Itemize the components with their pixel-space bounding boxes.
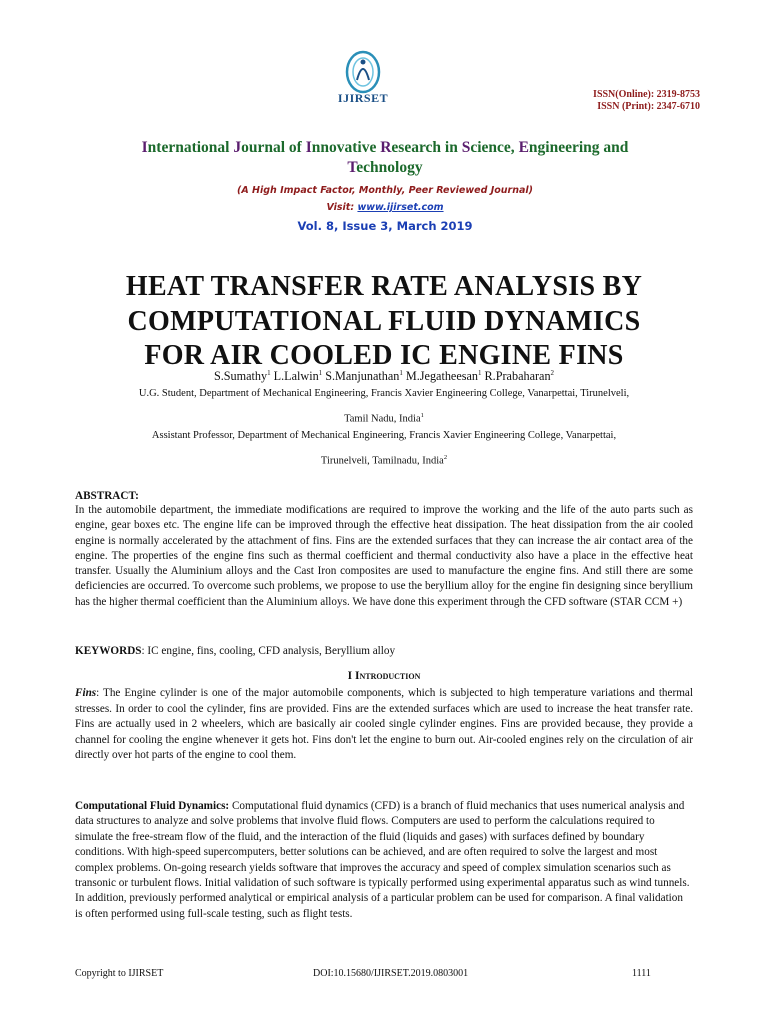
footer-copyright: Copyright to IJIRSET (75, 968, 164, 979)
journal-title-word: nternational (147, 139, 234, 156)
keywords (75, 645, 693, 657)
issn-online: ISSN(Online): 2319-8753 (593, 89, 700, 100)
journal-title-initial: T (347, 159, 357, 176)
visit-label: Visit: (326, 202, 358, 213)
journal-title-word: echnology (356, 159, 423, 176)
footer-page-number: 1111 (632, 968, 651, 979)
keywords-text: : IC engine, fins, cooling, CFD analysis, Beryllium alloy (141, 645, 396, 657)
affiliation-2-line-2: Tirunelveli, Tamilnadu, India$^2$ (320, 454, 448, 467)
journal-title-initial: I (305, 139, 312, 156)
fins-paragraph (75, 686, 693, 764)
cfd-text: Computational fluid dynamics (CFD) is a branch of fluid mechanics that uses numerical analysis and data structures to analyze and solve problems that involve fluid flows. Computers are used to perform the calculations required to simulate the free-stream flow of the fluid, and the interaction of the fluid (liquids and gases) with surfaces defined by boundary conditions. With high-speed supercomputers, better solutions can be achieved, and are often required to solve the largest and most complex problems. On-going research yields software that improves the accuracy and speed of complex simulation scenarios such as transonic or turbulent flows. Initial validation of such software is typically performed using experimental apparatus such as wind tunnels. In addition, previously performed analytical or empirical analysis of a particular problem can be used for comparison. A final validation is often performed using full-scale testing, such as flight tests. (75, 800, 690, 920)
author-name: S.Sumathy$^1$ (213, 369, 271, 384)
author-name: L.Lalwin$^1$ (273, 369, 323, 384)
journal-logo-text: IJIRSET (337, 91, 389, 105)
journal-title-initial: E (518, 139, 529, 156)
journal-title-line-2 (90, 158, 680, 178)
cfd-paragraph (75, 799, 693, 922)
journal-title-word: ournal of (241, 139, 306, 156)
journal-title-word: ngineering and (528, 139, 629, 156)
fins-text: : The Engine cylinder is one of the major automobile components, which is subjected to high temperature variations and thermal stresses. In order to cool the cylinder, fins are provided. Fins are the extended surfaces which are used to increase the heat transfer rate. Fins are actually used in 2 wheelers, which are basically air cooled single cylinder engines. Fins are provided because, they provide a channel for cooling the engine whenever it gets hot. Fins don't let the engine to burn out. Air-cooled engines rely on the circulation of air directly over hot parts of the engine to cool them. (75, 687, 693, 761)
journal-title-word: esearch in (391, 139, 462, 156)
journal-title-initial: J (233, 139, 242, 156)
journal-title-word: nnovative (311, 139, 381, 156)
affiliation-1 (70, 383, 698, 431)
affiliation-1-line-1: U.G. Student, Department of Mechanical Engineering, Francis Xavier Engineering College, Vanarpettai, Tirunelveli, (138, 388, 630, 399)
author-name: M.Jegatheesan$^1$ (405, 369, 482, 384)
paper-title (70, 270, 698, 374)
author-list (70, 369, 698, 384)
journal-logo-icon (333, 50, 393, 94)
abstract-text: In the automobile department, the immediate modifications are required to improve the working and the life of the auto parts such as engine, gear boxes etc. The engine life can be improved through the effective heat dissipation. The heat dissipation from the air cooled engine is normally accelerated by the attachment of fins. Fins are the extended surfaces that they can increase the air contact area of the engine. The properties of the engine fins such as thermal coefficient and thermal conductivity also have a place in the effective heat transfer. Usually the Aluminium alloys and the Cast Iron composites are used to manufacture the engine fins. And still there are some deficiencies are occurred. To overcome such problems, we propose to use the beryllium alloy for the engine fin designing since beryllium has the higher thermal coefficient than the Aluminium alloys. We have done this experiment through the CFD software (STAR CCM +) (75, 504, 693, 608)
affiliation-2 (70, 425, 698, 473)
section-heading-introduction: I Introduction (347, 670, 421, 682)
journal-title-initial: I (141, 139, 148, 156)
paper-title-line: HEAT TRANSFER RATE ANALYSIS BY (125, 271, 643, 302)
journal-website-link[interactable]: www.ijirset.com (357, 202, 444, 213)
journal-title-initial: S (461, 139, 471, 156)
fins-label: Fins (75, 687, 97, 699)
abstract-heading: ABSTRACT: (75, 490, 139, 502)
footer-doi: DOI:10.15680/IJIRSET.2019.0803001 (313, 968, 469, 979)
journal-volume: Vol. 8, Issue 3, March 2019 (297, 219, 473, 233)
paper-title-line: COMPUTATIONAL FLUID DYNAMICS (127, 305, 641, 337)
cfd-label: Computational Fluid Dynamics: (75, 800, 230, 812)
affiliation-1-line-2: Tamil Nadu, India$^1$ (344, 412, 424, 425)
paper-title-line: FOR AIR COOLED IC ENGINE FINS (144, 340, 624, 371)
journal-title (90, 138, 680, 178)
author-name: S.Manjunathan$^1$ (325, 369, 403, 384)
issn-block (560, 89, 700, 113)
journal-title-initial: R (380, 139, 392, 156)
keywords-label: KEYWORDS (75, 645, 142, 657)
journal-subtitle: (A High Impact Factor, Monthly, Peer Reviewed Journal) (237, 185, 533, 196)
journal-visit (90, 202, 680, 213)
journal-title-word: cience, (470, 139, 519, 156)
affiliation-2-line-1: Assistant Professor, Department of Mechanical Engineering, Francis Xavier Engineering College, Vanarpettai, (151, 430, 617, 441)
author-name: R.Prabaharan$^2$ (484, 369, 555, 384)
issn-print: ISSN (Print): 2347-6710 (597, 101, 700, 112)
journal-title-line-1 (90, 138, 680, 158)
